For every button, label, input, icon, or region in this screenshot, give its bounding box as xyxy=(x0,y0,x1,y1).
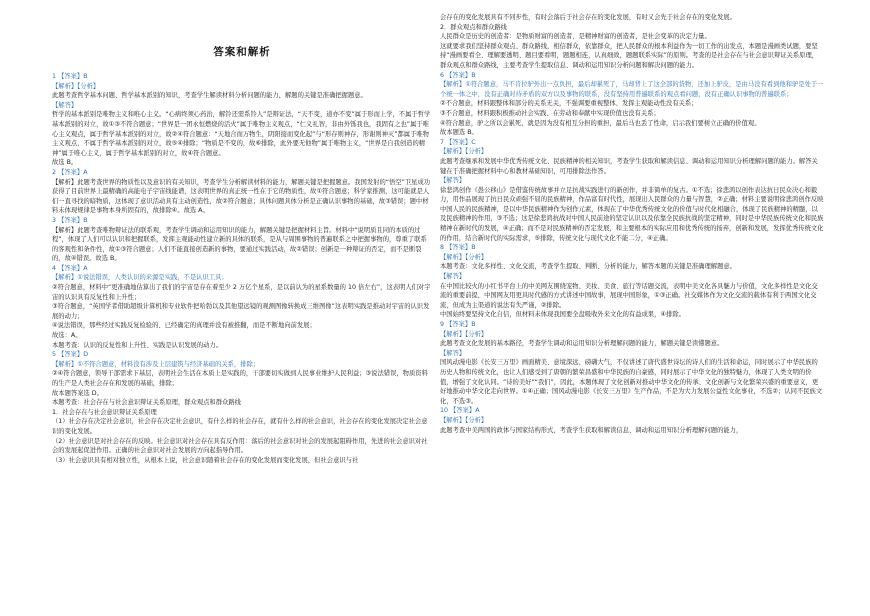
paragraph: 故本题答案选 D。 xyxy=(52,389,103,397)
paragraph: 国风动漫电影《长安三万里》画面精美、意境深远、磅礴大气，不仅讲述了唐代盛世诗坛的诗人们的生活和命运，同时展示了中华民族的历史人物和传统文化，也让人们感受到了唐朝的繁荣昌盛和中华民族的自豪感，同时展示了中华文化的独特魅力，体现了人类文明的价值，增强了文化认同。“诗的美好”“我们”，因此，本题体现了文化创新对推动中华文化的传承、文化创新与文化繁荣兴盛的重要意义，更好地推动中华文化走向世界。①④正确；国风动漫电影《长安三万里》生产作品，不是为大力发展公益性文化事业，不选②；认同不民族文化，不选③。 xyxy=(440,359,823,405)
paragraph: ③符合题意，“英国学者借助超级计算机和专业软件把哈勃以及其他望远镜的观测图像转换成三维图像”这表明实践是推动对宇宙的认识发展的动力； xyxy=(52,303,430,320)
paragraph: 故本题选 B。 xyxy=(440,129,478,137)
paragraph: ②④符合题意，领导干部需求下基层，表明社会生活在本质上是实践的，干部要切实做到人民事业维护人民利益；③说法错误，物质资料的生产是人类社会存在和发展的基础，排除； xyxy=(52,370,428,387)
paragraph: 【解析】【分析】 xyxy=(440,253,488,261)
paragraph: 【解析】①符合题意，马不肯拉驴外出一点负担，最后却累死了，马却背上了这全部的货物，还加上驴皮，是由马没有看到他和驴是处于一个统一体之中，没有正确对待矛盾的双方以及事物的联系，没有坚持用普遍联系的观点看问题，没有正确认识事物的普遍联系； xyxy=(440,81,824,98)
paragraph: 此题考查文化发展的基本路径，考查学生调动和运用知识分析理解问题的能力，解题关键是读懂题意。 xyxy=(440,340,724,348)
left-column xyxy=(52,72,432,616)
paragraph: 1 【答案】B xyxy=(52,73,88,80)
paragraph: 此题考查中美两国的政体与国家结构形式，考查学生获取和解读信息、调动和运用知识分析理解问题的能力， xyxy=(440,426,743,434)
paragraph: 此题考查哲学基本问题、哲学基本派别的知识，考查学生解读材料分析问题的能力，解题的关键是准确把握题意。 xyxy=(52,92,367,100)
paragraph: 【解析】【分析】 xyxy=(52,82,100,90)
paragraph: 2．群众观点和群众路线 xyxy=(440,23,507,31)
document-title: 答案和解析 xyxy=(213,46,271,58)
paragraph: 在中国比较火的小红书平台上的中美网友围绕宠物、美妆、美食、旅行等话题交流，表明中美文化各具魅力与价值，文化多样性是文化交流的重要前提，中国网友用更具时代感的方式讲述中国故事，展现中国形象，①③正确。社交媒体作为文化交流的载体有利于两国文化交流，但成为主渠道的说法有失严谨，②排除。 xyxy=(440,282,818,309)
paragraph: （1）社会存在决定社会意识，社会存在决定社会意识，有什么样的社会存在，就有什么样的社会意识，社会存在的变化发展决定社会意识的变化发展。 xyxy=(52,418,428,435)
paragraph: 【解析】此题考查世界的物质性以及意识的有关知识，考查学生分析解读材料的能力，解题关键是把握题意。我国发射的“悟空”卫星成功获得了目前世界上最精确的高能电子宇宙线能谱，这表明世界的真正统一性在于它的物质性，故①符合题意；科学家推测，这可能就是人们一直寻找的暗物质，这体现了意识活动具有主动创造性，故②符合题意；具体问题具体分析是正确认识事物的基础，故③错误；题中材料未体现规律是事物本身所固有的，故排除④。故选 A。 xyxy=(52,178,431,215)
paragraph: 10 【答案】A xyxy=(440,407,480,415)
paragraph: 【解析】【分析】 xyxy=(440,330,488,338)
paragraph: 【解析】【分析】 xyxy=(440,148,488,156)
paragraph: 9 【答案】B xyxy=(440,321,476,328)
paragraph: ④说法错误，那些经过实践反复检验的、已经确定的真理并没有被推翻，而是不断地向前发展； xyxy=(52,322,316,330)
paragraph: 4 【答案】A xyxy=(52,264,88,272)
paragraph: 2 【答案】A xyxy=(52,168,88,176)
paragraph: 此题考查继承和发展中华优秀传统文化、民族精神的相关知识，考查学生获取和解读信息、调动和运用知识分析理解问题的能力。解答关键在于准确把握材料中心和教材基础知识，可用排除法作答。 xyxy=(440,157,818,175)
paragraph: 7 【答案】C xyxy=(440,138,476,146)
paragraph: 本题考查：文化多样性、文化交流，考查学生提取、判断、分析的能力，解答本题的关键是准确理解题意。 xyxy=(440,263,736,271)
paragraph: 本题考查：社会存在与社会意识辩证关系原理，群众观点和群众路线 xyxy=(52,399,241,407)
paragraph: 中国始终要坚持文化自信，但材料未体现我国要全盘吸收外来文化的有益成果，④排除。 xyxy=(440,311,685,319)
paragraph: 【解析】此题考查唯物辩证法的联系观，考查学生调动和运用知识的能力，解题关键是把握材料主旨。材料中“说明质且同的本质的过程”，体现了人们可以认识和把握联系，发挥主观能动性建立新的具体的联系，是从与周围事物的普遍联系之中把握事物的，尊重了联系的客观性和条件性，故①③符合题意；人们不能直接创造新的事物，要通过实践活动，故②错误；创新是一种辩证的否定，而不是断裂的，故④错误。故选 B。 xyxy=(52,226,427,263)
paragraph: ②不合题意，材料跟整体和部分的关系无关，不强调要重视整体、发挥主观能动性没有关系； xyxy=(440,100,698,108)
paragraph: 【解析】【分析】 xyxy=(440,416,488,424)
paragraph: ②符合题意，材料中“更准确地估算出了我们的宇宙是存在着至少 2 万亿个星系，是以前认为的星系数量的 10 倍左右”，这表明人们对宇宙的认识具有反复性和上升性； xyxy=(52,284,431,301)
paragraph: 【解答】 xyxy=(52,101,78,109)
paragraph: 徐悲鸿创作《愚公移山》是借鉴传统故事并立足抗战实践进行的新创作，并非简单的复古。①不选；徐悲鸿以创作表达抗日民众决心和毅力，用作品展现了抗日民众顽强不屈的民族精神，作品富有时代性，展现出人民群众的力量与智慧，②正确；材料主要说明徐悲鸿创作反映中国人民的民族精神，是以中华民族精神作为创作元素，体现在了中华优秀传统文化的价值与时代化相融合，体现了民族精神的精髓，以及民族精神的作用，③不选；这是徐悲鸿抗战对中国人民前途的坚定认识以及依靠全民族抗战的坚定精神，同时是中华民族传统文化和民族精神在新时代的发展，④正确；而不是对民族精神的否定发展，和主要根本的实际应用和优秀传统的扬弃，创新和发展，发挥优秀传统文化的作用，结合新时代的实际需求，⑤排除，传统文化与现代文化不能二分，④正确。 xyxy=(440,186,824,242)
paragraph: 会存在的变化发展具有不同步性，有时会落后于社会存在的变化发展，有时又会先于社会存在的变化发展。 xyxy=(440,14,736,21)
paragraph: 【解析】①不符合题意，材料没有涉及上层建筑与经济基础的关系，排除； xyxy=(52,360,260,368)
paragraph: 故选 B。 xyxy=(52,159,78,167)
paragraph: ④符合题意，驴之所以会累死，就是因为没有相互分担的重担，最后马也丢了性命，启示我们要树立正确的价值观。 xyxy=(440,119,761,127)
right-column xyxy=(440,13,824,616)
paragraph: ③不合题意，材料跟积极推动社会实践、在劳动和奉献中实现价值也没有关系； xyxy=(440,109,660,117)
paragraph: （2）社会意识是对社会存在的反映。社会意识对社会存在具有反作用：落后的社会意识对社会的发展起阻碍作用，先进的社会意识对社会的发展起促进作用。正确的社会意识对社会发展的方向起指导作用。 xyxy=(52,437,428,455)
paragraph: 故选：A。 xyxy=(52,332,82,340)
paragraph: 本题考查：认识的反复性和上升性、实践是认识发展的动力。 xyxy=(52,341,223,349)
paragraph: 【解答】 xyxy=(440,273,466,281)
paragraph: 8 【答案】B xyxy=(440,244,476,252)
paragraph: 【解答】 xyxy=(440,349,466,357)
paragraph: 哲学的基本派别是唯物主义和唯心主义。“心病终须心药治，解铃还需系铃人”是辩证法，“天不变，道亦不变”属于形而上学，不属于哲学基本派别的对立，故①③不符合题意；“世界是一团永恒燃烧的活火”属于唯物主义观点，“仁义礼智，非由外铄我也，我固有之也”属于唯心主义观点，属于哲学基本派别的对立，故②④符合题意：“天地合而万物生，阴阳接而变化起”与“形存则神存，形谢则神灭”都属于唯物主义观点，不属于哲学基本派别的对立，故⑤④排除；“物质是不变的，故⑥排除，此外要无他物”属于唯物主义，“世界是自我创造的精神”属于唯心主义，属于哲学基本派别的对立，故④符合题意。 xyxy=(52,111,431,157)
paragraph: 5 【答案】D xyxy=(52,351,89,359)
paragraph: 6 【答案】B xyxy=(440,71,476,79)
paragraph: （3）社会意识具有相对独立性，从根本上说，社会意识随着社会存在的变化发展而变化发展，但社会意识与社 xyxy=(52,456,359,464)
paragraph: 【解答】 xyxy=(440,177,466,185)
paragraph: 1．社会存在与社会意识辩证关系原理 xyxy=(52,408,157,416)
paragraph: 【解析】①说法错误，人类认识的来源是实践，不是认识工具； xyxy=(52,274,228,282)
paragraph: 人民群众是历史的创造者：是物质财富的创造者，是精神财富的创造者，是社会变革的决定力量。 xyxy=(440,33,711,41)
paragraph: 3 【答案】B xyxy=(52,216,88,224)
paragraph: 这就要求我们坚持群众观点、群众路线，相信群众，依靠群众，把人民群众的根本利益作为一切工作的出发点，本题是漫画类试题，要坚持“漫画要看全、理解要透明、题目要看明，题题相连，认真细致，题题联系实际”的原则。考查的是社会存在与社会意识辩证关系原理，群众观点和群众路线，主要考查学生提取信息、调动和运用知识分析问题和解决问题的能力。 xyxy=(440,42,819,69)
